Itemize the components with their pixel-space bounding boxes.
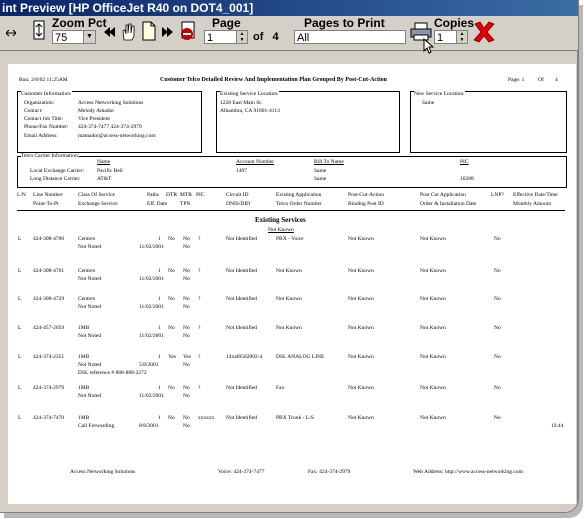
report-page (8, 64, 576, 504)
cell-lnp: No (494, 268, 501, 274)
fit-width-icon[interactable] (6, 26, 16, 38)
pages-to-print-label: Pages to Print (304, 16, 385, 30)
cell-post-cut: Not Known (348, 325, 374, 331)
carrier-name: AT&T (97, 176, 112, 182)
footer-company: Access Networking Solutions (70, 469, 136, 475)
cell-existing-app: Not Known (276, 325, 302, 331)
cell-paths: 1 (158, 268, 161, 274)
mouse-cursor-icon (423, 38, 435, 54)
cell-cos: 1MB (78, 385, 90, 391)
column-header: Paths (147, 192, 159, 198)
cell-mtr: No (183, 385, 190, 391)
cell-circuit: 14xaf0582002-4 (226, 354, 263, 360)
cell-mtr: No (183, 236, 190, 242)
cell-paths: 1 (158, 325, 161, 331)
new-location-line1: Same (422, 100, 435, 106)
cell-pic: xxxxxx (198, 415, 215, 421)
cell-existing-app: Fax (276, 385, 285, 391)
cell-circuit: Not Identified (226, 415, 258, 421)
cell-mtr: Yes (183, 354, 192, 360)
existing-location-heading: Existing Service Location: (220, 91, 279, 97)
cell-date: 11/02/2001 (139, 393, 164, 399)
carrier-label: Long Distance Carrier: (30, 176, 81, 182)
footer-voice: Voice: 424-374-7477 (218, 469, 265, 475)
cell-ln: L (18, 354, 22, 360)
carrier-header: Name (97, 159, 111, 165)
cell-post-cut: Not Known (348, 296, 374, 302)
cell-ln: L (18, 296, 22, 302)
page-of-label (253, 31, 279, 43)
customer-value: 424-374-7477 424-374-2979 (78, 124, 142, 130)
carrier-info-heading: Telco Carrier Information: (21, 153, 80, 159)
cell-mtr: No (183, 268, 190, 274)
column-header: MTR (180, 192, 192, 198)
cell-date: 11/02/2001 (139, 276, 164, 282)
close-icon[interactable] (472, 20, 496, 44)
cell-number: 424-457-2059 (33, 325, 65, 331)
cell-post-cut: Not Known (348, 268, 374, 274)
column-header: Post-Cut-Action (348, 192, 385, 198)
carrier-pic: 10288 (460, 176, 474, 182)
pages-to-print-value: All (297, 32, 310, 44)
cell-mtr: No (183, 325, 190, 331)
cell-lnp: No (494, 385, 501, 391)
carrier-label: Local Exchange Carrier: (30, 168, 85, 174)
page-stop-icon[interactable] (178, 21, 198, 43)
cell-pic: ? (198, 354, 201, 360)
carrier-header: Bill To Name (314, 159, 344, 165)
cell-number: 424-374-2351 (33, 354, 65, 360)
header-divider (17, 210, 565, 211)
cell-date: 11/02/2001 (139, 244, 164, 250)
cell-number: 424-308-4701 (33, 268, 65, 274)
report-title: Customer Telco Detailed Review And Implementation Plan Grouped By Post-Cut-Action (160, 77, 387, 83)
carrier-bill-to: Same (314, 168, 327, 174)
column-header: Order & Installation Date (420, 201, 477, 207)
cell-cos: Centrex (78, 296, 96, 302)
column-header: Existing Application (276, 192, 322, 198)
page-of-text: of (253, 31, 264, 43)
zoom-label: Zoom Pct (52, 16, 107, 30)
cell-post-cut: Not Known (348, 354, 374, 360)
report-page-label: Page: 1 (508, 77, 525, 83)
cell-paths: 1 (158, 385, 161, 391)
cell-post-cut: Not Known (348, 385, 374, 391)
cell-cos: Centrex (78, 236, 96, 242)
cell-ln: L (18, 236, 22, 242)
cell-ptp: Not Noted (78, 362, 102, 368)
cell-pic: ? (198, 236, 201, 242)
cell-lnp: No (494, 236, 501, 242)
cell-ptp: Not Noted (78, 333, 102, 339)
cell-post-app: Not Known (420, 296, 446, 302)
cell-number: 424-308-4729 (33, 296, 65, 302)
cell-dtr: No (168, 236, 175, 242)
zoom-select[interactable] (52, 30, 96, 44)
copies-spinner[interactable]: ▲ ▼ (456, 31, 467, 43)
cell-lnp: No (494, 296, 501, 302)
cell-number: 424-308-4700 (33, 236, 65, 242)
cell-post-cut: Not Known (348, 415, 374, 421)
cell-number: 424-374-7470 (33, 415, 65, 421)
carrier-header: PIC (460, 159, 469, 165)
cell-note: DSL reference # 888-888-2272 (78, 370, 147, 376)
cell-post-app: Not Known (420, 236, 446, 242)
cell-ptp: Not Noted (78, 304, 102, 310)
window-title: int Preview [HP OfficeJet R40 on DOT4_001] (2, 1, 254, 15)
customer-label: Contact Job Title: (24, 116, 64, 122)
cell-lnp: No (494, 415, 501, 421)
column-header: DTR (166, 192, 177, 198)
cell-ptp: Call Forwarding (78, 423, 115, 429)
customer-label: Organization: (24, 100, 55, 106)
report-of-label: Of (538, 77, 544, 83)
column-header: Effective Date/Time (513, 192, 558, 198)
cell-circuit: Not Identified (226, 325, 258, 331)
cell-tpn: No (183, 244, 190, 250)
prev-page-icon[interactable] (102, 24, 116, 40)
customer-value: Melody Amador (78, 108, 115, 114)
window-edge (577, 51, 578, 512)
cell-cos: 1MB (78, 325, 90, 331)
customer-value: Access Networking Solutions (78, 100, 144, 106)
cell-cos: 1MB (78, 415, 90, 421)
cell-paths: 1 (158, 236, 161, 242)
page-number-value: 1 (207, 32, 214, 44)
next-page-icon[interactable] (161, 24, 175, 40)
report-run-date: Run: 2/6/02 11:25AM (19, 77, 68, 83)
new-location-heading: New Service Location: (414, 91, 465, 97)
hand-icon[interactable] (120, 22, 136, 42)
page-number-input[interactable] (204, 30, 248, 44)
cell-tpn: No (183, 276, 190, 282)
cell-existing-app: DSL ANALOG LINE (276, 354, 325, 360)
footer-web: Web Address: http://www.access-networking.com (413, 469, 523, 475)
cell-tpn: No (183, 333, 190, 339)
page-icon[interactable] (142, 21, 156, 41)
page-label: Page (212, 16, 241, 30)
cell-dtr: No (168, 296, 175, 302)
cell-date: 5/8/2001 (139, 362, 159, 368)
chevron-down-icon[interactable]: ▼ (83, 31, 95, 43)
fit-height-icon[interactable] (33, 20, 45, 40)
cell-mtr: No (183, 296, 190, 302)
cell-tpn: No (183, 423, 190, 429)
cell-existing-app: PBX - Voice (276, 236, 304, 242)
footer-fax: Fax: 424-374-2979 (308, 469, 351, 475)
column-header: L/N (17, 192, 26, 198)
cell-ptp: Not Noted (78, 276, 102, 282)
cell-dtr: No (168, 268, 175, 274)
cell-circuit: Not Identified (226, 268, 258, 274)
cell-tpn: No (183, 393, 190, 399)
cell-dtr: No (168, 325, 175, 331)
cell-circuit: Not Identified (226, 236, 258, 242)
cell-circuit: Not Identified (226, 385, 258, 391)
column-header: Circuit ID (226, 192, 249, 198)
customer-value: Vice President (78, 116, 110, 122)
cell-cos: 1MB (78, 354, 90, 360)
cell-date: 8/8/2001 (139, 423, 159, 429)
cell-circuit: Not Identified (226, 296, 258, 302)
cell-lnp: No (494, 325, 501, 331)
cell-ptp: Not Noted (78, 393, 102, 399)
cell-ln: L (18, 415, 22, 421)
cell-ln: L (18, 385, 22, 391)
existing-location-line1: 1228 East Main St. (220, 100, 263, 106)
carrier-account: 1497 (236, 168, 247, 174)
toolbar (0, 16, 578, 51)
column-header: TPN (180, 201, 191, 207)
column-header: PIC (196, 192, 205, 198)
page-spinner[interactable]: ▲ ▼ (236, 31, 247, 43)
cell-ln: L (18, 268, 22, 274)
zoom-value: 75 (55, 32, 68, 44)
cell-tpn: No (183, 304, 190, 310)
column-header: Class Of Service (78, 192, 115, 198)
cell-ln: L (18, 325, 22, 331)
cell-cos: Centrex (78, 268, 96, 274)
carrier-header: Account Number (236, 159, 275, 165)
pages-to-print-input[interactable] (294, 30, 406, 44)
copies-value: 1 (437, 32, 444, 44)
cell-tpn: No (183, 362, 190, 368)
column-header: Line Number (33, 192, 63, 198)
cell-pic: ? (198, 268, 201, 274)
column-header: DNIS/DID (226, 201, 251, 207)
customer-value: mamador@access-networking.com (78, 133, 156, 139)
cell-pic: ? (198, 296, 201, 302)
cell-paths: 1 (158, 415, 161, 421)
column-header: Exchange Service (78, 201, 118, 207)
column-header: Point-To-Pt (33, 201, 59, 207)
cell-paths: 1 (158, 296, 161, 302)
column-header: LNP? (491, 192, 504, 198)
cell-dtr: Yes (168, 354, 177, 360)
cell-lnp: No (494, 354, 501, 360)
existing-location-line2: Alhambra, CA 91801-4113 (220, 108, 280, 114)
customer-label: Email Address: (24, 133, 58, 139)
cell-dtr: No (168, 415, 175, 421)
title-bar (0, 0, 578, 16)
cell-post-app: Not Known (420, 325, 446, 331)
cell-date: 11/02/2001 (139, 304, 164, 310)
cell-mtr: No (183, 415, 190, 421)
cell-amount: 19.44 (551, 423, 564, 429)
customer-label: Contact: (24, 108, 43, 114)
column-header: Telco Order Number (276, 201, 322, 207)
cell-pic: ? (198, 385, 201, 391)
cell-existing-app: Not Known (276, 268, 302, 274)
cell-number: 424-374-2979 (33, 385, 65, 391)
cell-post-app: Not Known (420, 415, 446, 421)
customer-label: Phone/Fax Number: (24, 124, 69, 130)
section-title: Existing Services (255, 216, 306, 224)
cell-post-cut: Not Known (348, 236, 374, 242)
cell-existing-app: PBX Trunk - L/S (276, 415, 314, 421)
cell-post-app: Not Known (420, 268, 446, 274)
page-total: 4 (272, 31, 279, 43)
column-header: Monthly Amount (513, 201, 552, 207)
column-header: Eff. Date (147, 201, 168, 207)
cell-post-app: Not Known (420, 385, 446, 391)
cell-ptp: Not Noted (78, 244, 102, 250)
cell-paths: 1 (158, 354, 161, 360)
cell-dtr: No (168, 385, 175, 391)
column-header: Post Cut Application (420, 192, 466, 198)
carrier-bill-to: Same (314, 176, 327, 182)
report-total-pages: 4 (555, 77, 558, 83)
cell-post-app: Not Known (420, 354, 446, 360)
copies-label: Copies (434, 16, 475, 30)
copies-input[interactable] (434, 30, 468, 44)
cell-pic: ? (198, 325, 201, 331)
cell-existing-app: Not Known (276, 296, 302, 302)
column-header: Binding Post ID (348, 201, 384, 207)
carrier-name: Pacific Bell (97, 168, 123, 174)
group-title: Not Known (268, 227, 294, 233)
cell-date: 11/02/2001 (139, 333, 164, 339)
customer-info-heading: Customer Information: (21, 91, 72, 97)
